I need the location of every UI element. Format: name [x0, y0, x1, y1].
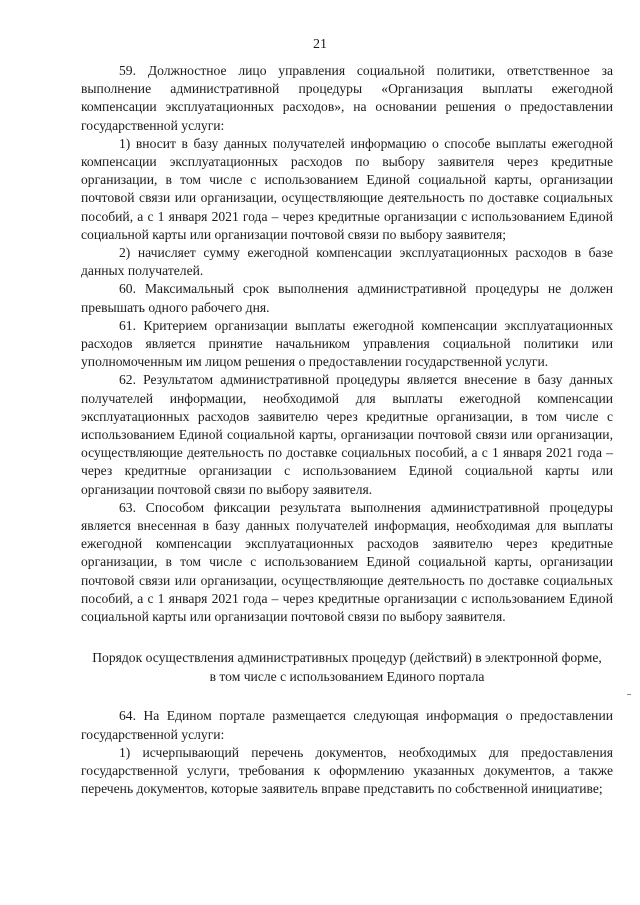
- margin-mark: [627, 694, 631, 695]
- paragraph-61: 61. Критерием организации выплаты ежегодной компенсации эксплуатационных расходов является принятие начальником управления социальной политики или уполномоченным им лицом решения о предоставлении государственной услуги.: [81, 317, 613, 370]
- paragraph-64: 64. На Едином портале размещается следующая информация о предоставлении государственной услуги:: [81, 708, 613, 742]
- paragraph-59: 59. Должностное лицо управления социальной политики, ответственное за выполнение административной процедуры «Организация выплаты ежегодной компенсации эксплуатационных расходов», на основании решения о предоставлении государственной услуги:: [81, 63, 613, 133]
- paragraph-62: 62. Результатом административной процедуры является внесение в базу данных получателей информации, необходимой для выплаты ежегодной компенсации эксплуатационных расходов заявителю через кредитные организации, в том числе с использованием Единой социальной карты, организации почтовой связи или организации, осуществляющие деятельность по доставке социальных пособий, а с 1 января 2021 года – через кредитные организации с использованием Единой социальной карты или организации почтовой связи по выбору заявителя.: [81, 372, 613, 497]
- section-heading: Порядок осуществления административных процедур (действий) в электронной форме, в том числе с использованием Единого портала: [92, 650, 602, 684]
- paragraph-60: 60. Максимальный срок выполнения административной процедуры не должен превышать одного рабочего дня.: [81, 281, 613, 315]
- document-body: [81, 62, 613, 798]
- paragraph-59-item-2: 2) начисляет сумму ежегодной компенсации эксплуатационных расходов в базе данных получателей.: [81, 245, 613, 279]
- paragraph-59-item-1: 1) вносит в базу данных получателей информацию о способе выплаты ежегодной компенсации эксплуатационных расходов по выбору заявителя через кредитные организации, в том числе с использованием Единой социальной карты, организации почтовой связи или организации, осуществляющие деятельность по доставке социальных пособий, а с 1 января 2021 года – через кредитные организации с использованием Единой социальной карты или организации почтовой связи по выбору заявителя;: [81, 135, 613, 242]
- paragraph-63: 63. Способом фиксации результата выполнения административной процедуры является внесенная в базу данных получателей информация, необходимая для выплаты ежегодной компенсации эксплуатационных расходов заявителю через кредитные организации, в том числе с использованием Единой социальной карты, организации почтовой связи или организации, осуществляющие деятельность по доставке социальных пособий, а с 1 января 2021 года – через кредитные организации с использованием Единой социальной карты или организации почтовой связи по выбору заявителя.: [81, 499, 613, 625]
- paragraph-64-item-1: 1) исчерпывающий перечень документов, необходимых для предоставления государственной услуги, требования к оформлению указанных документов, а также перечень документов, которые заявитель вправе представить по собственной инициативе;: [81, 744, 613, 797]
- page-number: 21: [313, 37, 327, 52]
